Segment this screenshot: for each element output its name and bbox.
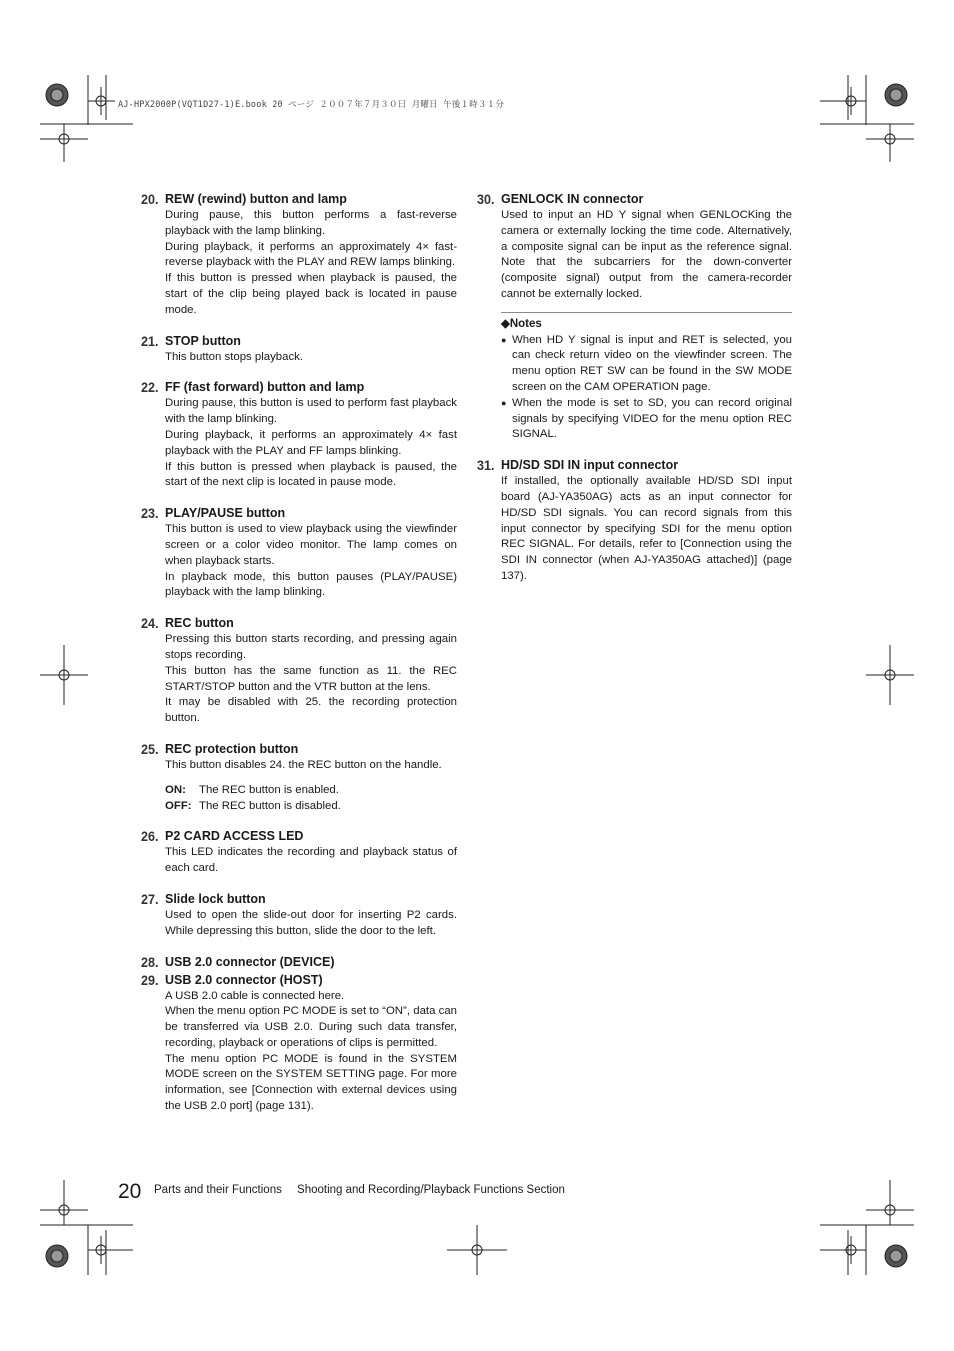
item-title: STOP button — [165, 333, 241, 348]
item-title: GENLOCK IN connector — [501, 192, 644, 206]
item-number: 28. — [141, 953, 159, 970]
item-27 — [141, 890, 457, 940]
item-paragraph: It may be disabled with 25. the recording protection button. — [165, 696, 457, 725]
item-20 — [141, 190, 457, 319]
right-column — [477, 190, 792, 585]
item-title: USB 2.0 connector (HOST) — [165, 972, 323, 987]
item-24 — [141, 614, 457, 727]
item-title: REC protection button — [165, 741, 299, 756]
item-paragraph: This button has the same function as 11. the REC START/STOP button and the VTR button at the lens. — [165, 664, 457, 693]
item-26 — [141, 827, 457, 877]
state-key: ON: — [165, 783, 186, 796]
item-number: 26. — [141, 828, 159, 845]
page-number: 20 — [118, 1180, 142, 1203]
state-off — [165, 799, 457, 815]
item-paragraph: In playback mode, this button pauses (PLAY/PAUSE) playback with the lamp blinking. — [165, 570, 457, 599]
item-paragraph: This button disables 24. the REC button on the handle. — [165, 758, 442, 771]
item-paragraph: This button stops playback. — [165, 350, 304, 363]
item-number: 22. — [141, 379, 159, 396]
item-body — [165, 396, 457, 491]
item-paragraph: The menu option PC MODE is found in the SYSTEM MODE screen on the SYSTEM SETTING page. For more information, see [Connection with external devices using the USB 2.0 port] (page 131). — [165, 1052, 457, 1113]
state-text: The REC button is enabled. — [199, 783, 339, 796]
item-paragraph: When the menu option PC MODE is set to “ON”, data can be transferred via USB 2.0. During such data transfer, recording, playback or operations of clips is permitted. — [165, 1005, 457, 1049]
item-23 — [141, 504, 457, 601]
item-number: 23. — [141, 505, 159, 522]
bullet-icon: ● — [501, 397, 507, 408]
item-title: PLAY/PAUSE button — [165, 506, 286, 521]
footer-section: Parts and their Functions — [154, 1184, 282, 1196]
item-body — [165, 845, 457, 877]
state-text: The REC button is disabled. — [199, 799, 341, 812]
item-number: 29. — [141, 971, 159, 988]
item-number: 20. — [141, 191, 159, 207]
item-title: REC button — [165, 616, 234, 631]
item-body — [501, 208, 792, 303]
bullet-icon: ● — [501, 334, 507, 345]
item-paragraph: If this button is pressed when playback is paused, the start of the clip being played back is located in pause mode. — [165, 272, 457, 316]
item-body — [165, 758, 457, 774]
item-body — [165, 350, 457, 366]
item-body — [165, 989, 457, 1115]
item-title: REW (rewind) button and lamp — [165, 192, 347, 206]
item-31 — [477, 456, 792, 585]
item-title: P2 CARD ACCESS LED — [165, 829, 304, 844]
footer-section: Shooting and Recording/Playback Functions Section — [297, 1184, 565, 1196]
note-item — [501, 333, 792, 396]
item-number: 27. — [141, 890, 159, 907]
item-paragraph: During playback, it performs an approximately 4× fast-reverse playback with the PLAY and REW lamps blinking. — [165, 240, 457, 269]
item-body — [165, 908, 457, 940]
item-number: 30. — [477, 191, 495, 207]
item-body — [501, 474, 792, 585]
item-number: 24. — [141, 615, 159, 632]
notes-title: ◆Notes — [501, 317, 542, 330]
note-text: When the mode is set to SD, you can record original signals by specifying VIDEO for the menu option REC SIGNAL. — [512, 396, 792, 441]
left-column — [141, 190, 457, 1115]
item-body — [165, 208, 457, 319]
item-body — [165, 632, 457, 727]
item-paragraph: Used to open the slide-out door for inserting P2 cards. While depressing this button, slide the door to the left. — [165, 908, 457, 937]
item-title: FF (fast forward) button and lamp — [165, 380, 365, 395]
item-title: USB 2.0 connector (DEVICE) — [165, 954, 335, 969]
item-number: 25. — [141, 740, 159, 757]
state-on — [165, 783, 457, 799]
notes-box — [501, 312, 792, 443]
note-text: When HD Y signal is input and RET is selected, you can check return video on the viewfinder screen. The menu option RET SW can be found in the SW MODE screen on the CAM OPERATION page. — [512, 333, 792, 393]
item-number: 31. — [477, 457, 495, 474]
item-number: 21. — [141, 332, 159, 349]
item-paragraph: Used to input an HD Y signal when GENLOCKing the camera or externally locking the time code. Alternatively, a composite signal can be input as the reference signal. Note that the subcarriers for the down-converter (composite signal) output from the camera-recorder cannot be externally locked. — [501, 209, 792, 300]
item-paragraph: This button is used to view playback using the viewfinder screen or a color video monitor. The lamp comes on when playback starts. — [165, 523, 457, 567]
item-paragraph: This LED indicates the recording and playback status of each card. — [165, 846, 457, 875]
item-paragraph: Pressing this button starts recording, and pressing again stops recording. — [165, 633, 457, 661]
item-paragraph: During pause, this button performs a fast-reverse playback with the lamp blinking. — [165, 209, 457, 237]
item-paragraph: A USB 2.0 cable is connected here. — [165, 989, 345, 1002]
item-28-29 — [141, 953, 457, 1115]
item-paragraph: During playback, it performs an approximately 4× fast playback with the PLAY and FF lamps blinking. — [165, 428, 457, 457]
state-key: OFF: — [165, 799, 192, 812]
footer-sections — [154, 1184, 577, 1196]
item-body — [165, 522, 457, 601]
item-paragraph: If installed, the optionally available HD/SD SDI input board (AJ-YA350AG) acts as an input connector for HD/SD SDI signals. You can record signals from this input connector by specifying SDI for the menu option REC SIGNAL. For details, refer to [Connection using the SDI IN connector (when AJ-YA350AG attached)] (page 137). — [501, 475, 792, 582]
rec-protection-states — [165, 783, 457, 815]
item-30 — [477, 190, 792, 443]
item-paragraph: If this button is pressed when playback is paused, the start of the next clip is located in pause mode. — [165, 460, 457, 489]
item-22 — [141, 378, 457, 491]
note-item — [501, 396, 792, 443]
item-25 — [141, 740, 457, 814]
print-header-line: AJ-HPX2000P(VQT1D27-1)E.book 20 ページ ２００７年７月３０日 月曜日 午後１時３１分 — [118, 100, 505, 110]
item-title: HD/SD SDI IN input connector — [501, 458, 679, 473]
item-title: Slide lock button — [165, 891, 266, 906]
item-21 — [141, 332, 457, 366]
item-paragraph: During pause, this button is used to perform fast playback with the lamp blinking. — [165, 397, 457, 426]
